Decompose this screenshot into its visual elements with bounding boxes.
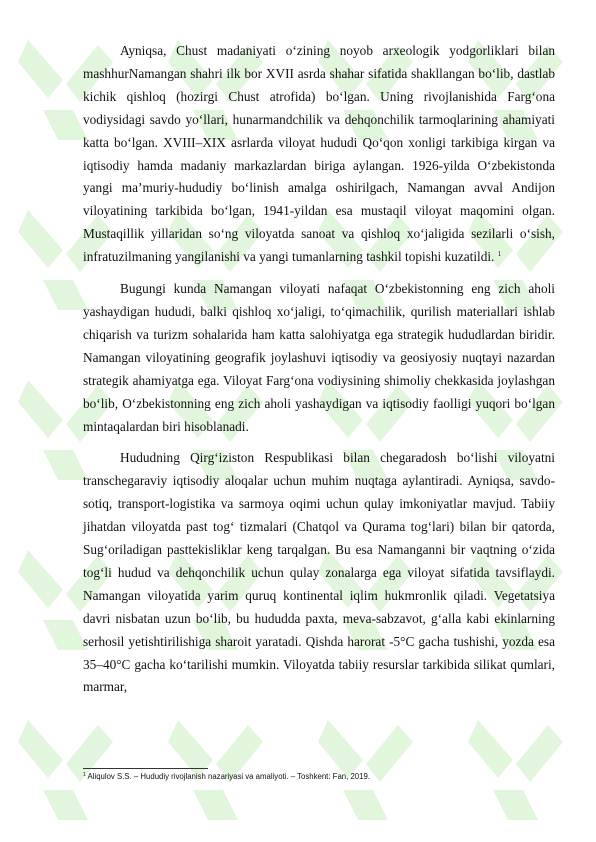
watermark-logo xyxy=(168,720,263,820)
watermark-logo xyxy=(18,720,113,820)
paragraph-2-text: Bugungi kunda Namangan viloyati nafaqat O‘zbekistonning eng zich aholi yashaydigan hududi, balki qishloq xo‘jaligi, to‘qimachilik, qurilish materiallari ishlab chiqarish va turizm sohalarida ham katta salohiyatga ega strategik hududlardan biridir. Namangan viloyatining geografik joylashuvi iqtisodiy va geosiyosiy nuqtayi nazardan strategik ahamiyatga ega. Viloyat Farg‘ona vodiysining shimoliy chekkasida joylashgan bo‘lib, O‘zbekistonning eng zich aholi yashaydigan va iqtisodiy faolligi yuqori bo‘lgan mintaqalardan biri hisoblanadi. xyxy=(83,281,555,434)
paragraph-3-text: Hududning Qirg‘iziston Respublikasi bilan chegaradosh bo‘lishi viloyatni transchegaraviy iqtisodiy aloqalar uchun muhim nuqtaga aylantiradi. Ayniqsa, savdo-sotiq, transport-logistika va sarmoya oqimi uchun qulay imkoniyatlar mavjud. Tabiiy jihatdan viloyatda past tog‘ tizmalari (Chatqol va Qurama tog‘lari) bilan bir qatorda, Sug‘oriladigan pasttekisliklar keng tarqalgan. Bu esa Namanganni bir vaqtning o‘zida tog‘li hudud va dehqonchilik uchun qulay zonalarga ega viloyat sifatida tavsiflaydi. Namangan viloyatida yarim quruq kontinental iqlim hukmronlik qiladi. Vegetatsiya davri nisbatan uzun bo‘lib, bu hududda paxta, meva-sabzavot, g‘alla kabi ekinlarning serhosil yetishtirilishiga sharoit yaratadi. Qishda harorat -5°C gacha tushishi, yozda esa 35–40°C gacha ko‘tarilishi mumkin. Viloyatda tabiiy resurslar tarkibida silikat qumlari, marmar, xyxy=(83,450,555,695)
footnote xyxy=(83,771,555,782)
watermark-logo xyxy=(318,720,413,820)
paragraph-3 xyxy=(83,447,555,699)
footnote-text: Aliqulov S.S. – Hududiy rivojlanish nazariyasi va amaliyoti. – Toshkent: Fan, 2019. xyxy=(87,772,370,781)
footnote-reference[interactable]: 1 xyxy=(497,250,502,259)
paragraph-1-text: Ayniqsa, Chust madaniyati o‘zining noyob arxeologik yodgorliklari bilan mashhurNamangan shahri ilk bor XVII asrda shahar sifatida shakllangan bo‘lib, dastlab kichik qishloq (hozirgi Chust atrofida) bo‘lgan. Uning rivojlanishida Farg‘ona vodiysidagi savdo yo‘llari, hunarmandchilik va dehqonchilik tarmoqlarining ahamiyati katta bo‘lgan. XVIII–XIX asrlarda viloyat hududi Qo‘qon xonligi tarkibiga kirgan va iqtisodiy hamda madaniy markazlardan biriga aylangan. 1926-yilda O‘zbekistonda yangi ma’muriy-hududiy bo‘linish amalga oshirilgach, Namangan avval Andijon viloyatining tarkibida bo‘lgan, 1941-yildan esa mustaqil viloyat maqomini olgan. Mustaqillik yillaridan so‘ng viloyatda sanoat va qishloq xo‘jaligida sezilarli o‘sish, infratuzilmaning yangilanishi va yangi tumanlarning tashkil topishi kuzatildi. xyxy=(83,43,555,265)
footnote-number: 1 xyxy=(83,772,86,778)
document-body xyxy=(83,40,555,708)
paragraph-1 xyxy=(83,40,555,269)
watermark-logo xyxy=(468,720,563,820)
paragraph-2 xyxy=(83,278,555,438)
footnote-separator xyxy=(83,768,208,769)
